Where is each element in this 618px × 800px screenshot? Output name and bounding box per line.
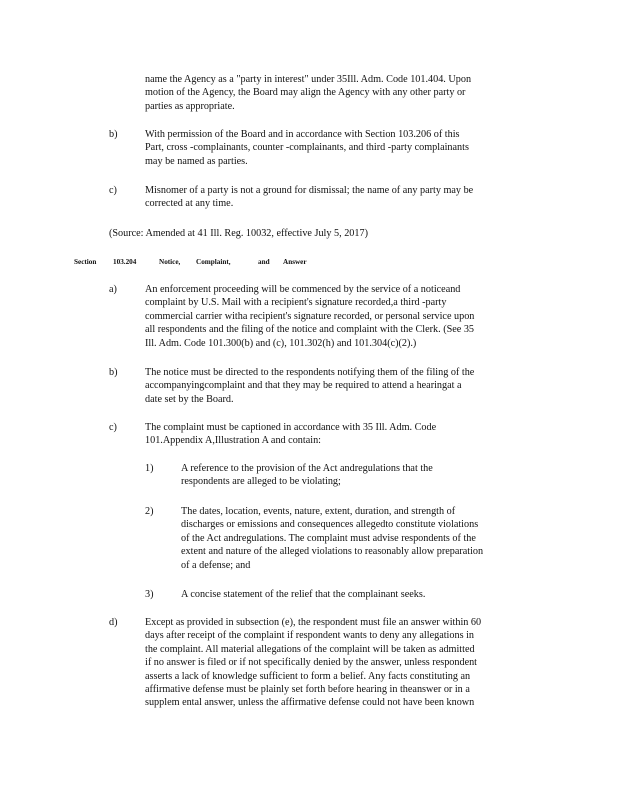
- section-number: 103.204: [113, 258, 137, 266]
- paragraph-d-answer: [145, 616, 481, 710]
- text-line: asserts a lack of knowledge sufficient to form a belief. Any facts constituting an: [145, 670, 471, 682]
- text-line: The dates, location, events, nature, extent, duration, and strength of: [181, 506, 456, 517]
- text-line: 101.Appendix A,Illustration A and contain:: [145, 435, 321, 447]
- text-line: may be named as parties.: [145, 155, 248, 167]
- paragraph-b-notice: [145, 366, 474, 406]
- paragraph-c-misnomer: [145, 184, 473, 211]
- subparagraph-3-relief: [181, 588, 425, 601]
- subitem-label: 3): [145, 589, 154, 600]
- item-label: c): [109, 185, 117, 196]
- continued-paragraph: [145, 73, 471, 113]
- text-line: An enforcement proceeding will be commenced by the service of a noticeand: [145, 284, 461, 295]
- text-line: A concise statement of the relief that the complainant seeks.: [181, 589, 426, 600]
- item-label: b): [109, 129, 118, 140]
- subitem-label: 2): [145, 506, 154, 517]
- text-line: date set by the Board.: [145, 393, 234, 405]
- text-line: extent and nature of the alleged violations to reasonably allow preparation: [181, 546, 484, 558]
- text-line: The notice must be directed to the respondents notifying them of the filing of the: [145, 367, 475, 378]
- text-line: motion of the Agency, the Board may align the Agency with any other party or: [145, 87, 466, 99]
- text-line: Part, cross -complainants, counter -complainants, and third -party complainants: [145, 142, 469, 154]
- text-line: corrected at any time.: [145, 198, 234, 210]
- section-title-part: Answer: [283, 258, 307, 266]
- text-line: Ill. Adm. Code 101.300(b) and (c), 101.302(h) and 101.304(c)(2).): [145, 337, 417, 349]
- text-line: (Source: Amended at 41 Ill. Reg. 10032, effective July 5, 2017): [109, 228, 368, 239]
- text-line: affirmative defense must be plainly set forth before hearing in theanswer or in a: [145, 684, 470, 696]
- text-line: if no answer is filed or if not specifically denied by the answer, unless respondent: [145, 657, 478, 669]
- section-word: Section: [74, 258, 97, 266]
- text-line: respondents are alleged to be violating;: [181, 476, 341, 488]
- text-line: discharges or emissions and consequences allegedto constitute violations: [181, 519, 479, 531]
- text-line: accompanyingcomplaint and that they may be required to attend a hearingat a: [145, 380, 462, 392]
- item-label: a): [109, 284, 117, 295]
- text-line: The complaint must be captioned in accordance with 35 Ill. Adm. Code: [145, 422, 437, 433]
- subparagraph-1-reference: [181, 462, 433, 489]
- subitem-label: 1): [145, 463, 154, 474]
- text-line: complaint by U.S. Mail with a recipient's signature recorded,a third -party: [145, 297, 447, 309]
- text-line: all respondents and the filing of the notice and complaint with the Clerk. (See 35: [145, 324, 475, 336]
- section-title-part: and: [258, 258, 270, 266]
- paragraph-c-caption: [145, 421, 436, 448]
- item-label: c): [109, 422, 117, 433]
- section-title-part: Complaint,: [196, 258, 231, 266]
- paragraph-a-enforcement: [145, 283, 474, 350]
- item-label: b): [109, 367, 118, 378]
- text-line: parties as appropriate.: [145, 100, 235, 112]
- text-line: name the Agency as a "party in interest" under 35Ill. Adm. Code 101.404. Upon: [145, 74, 472, 85]
- source-note: [109, 227, 368, 240]
- text-line: of a defense; and: [181, 559, 251, 571]
- text-line: With permission of the Board and in accordance with Section 103.206 of this: [145, 129, 460, 140]
- section-title-part: Notice,: [159, 258, 181, 266]
- item-label: d): [109, 617, 118, 628]
- text-line: days after receipt of the complaint if respondent wants to deny any allegations in: [145, 630, 475, 642]
- text-line: Except as provided in subsection (e), the respondent must file an answer within 60: [145, 617, 482, 628]
- text-line: of the Act andregulations. The complaint must advise respondents of the: [181, 532, 476, 544]
- text-line: A reference to the provision of the Act andregulations that the: [181, 463, 433, 474]
- text-line: commercial carrier witha recipient's signature recorded, or personal service upon: [145, 310, 475, 322]
- text-line: Misnomer of a party is not a ground for dismissal; the name of any party may be: [145, 185, 474, 196]
- subparagraph-2-dates: [181, 505, 483, 572]
- paragraph-b-cross-complainants: [145, 128, 469, 168]
- section-heading: [74, 257, 307, 267]
- text-line: supplem ental answer, unless the affirmative defense could not have been known: [145, 697, 475, 709]
- text-line: the complaint. All material allegations of the complaint will be taken as admitted: [145, 643, 475, 655]
